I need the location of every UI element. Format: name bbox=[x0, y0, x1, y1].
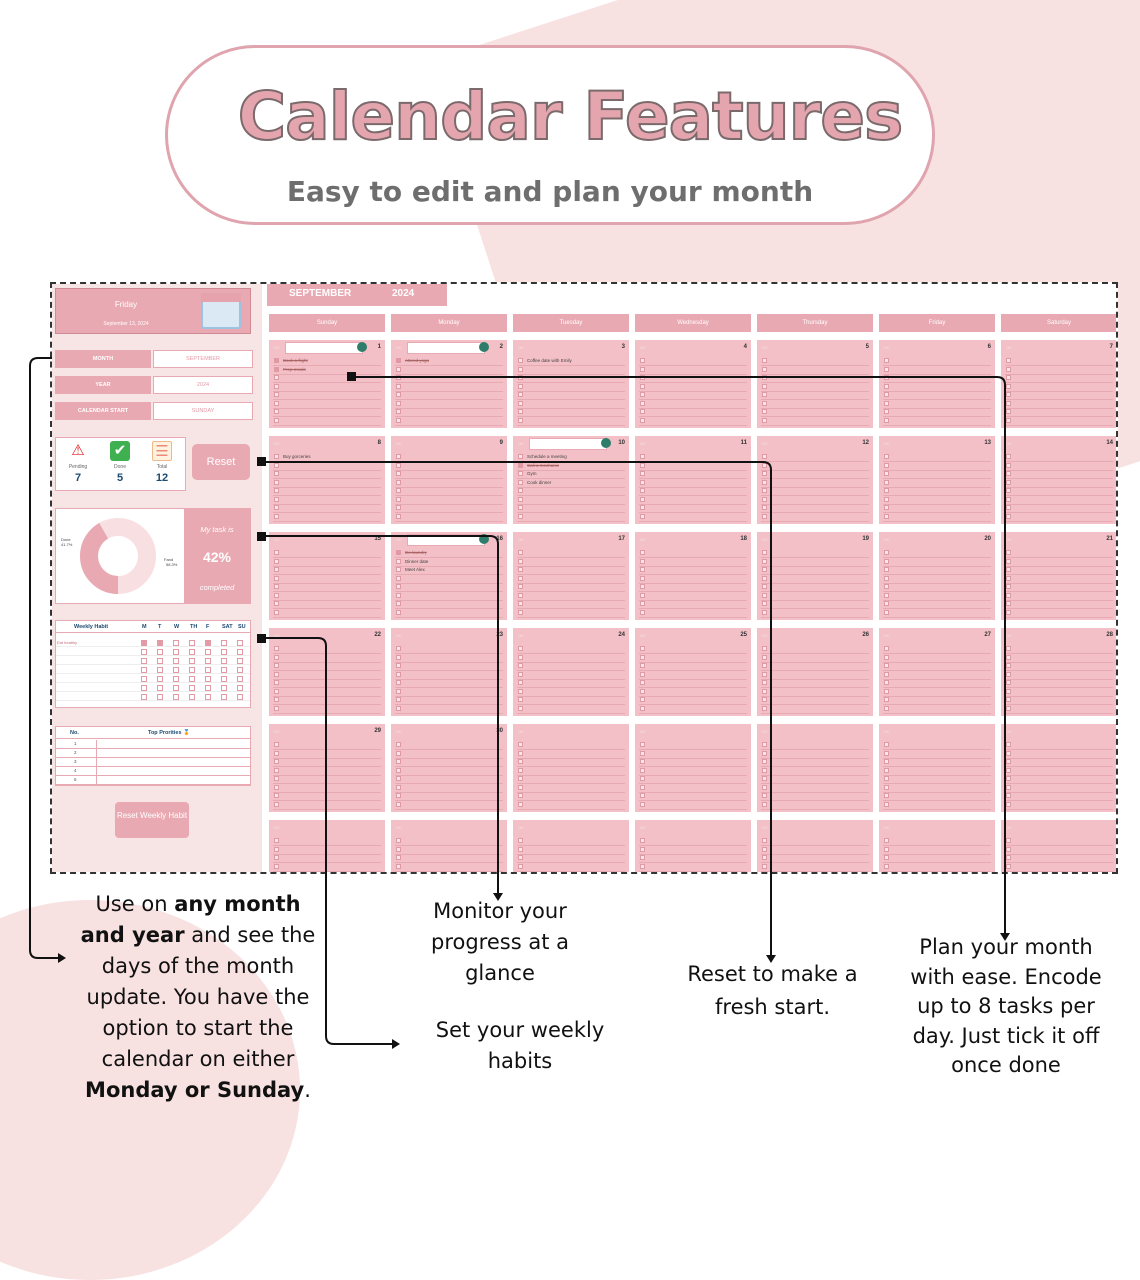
caption-reset: Reset to make a fresh start. bbox=[687, 962, 858, 1019]
day-cell-tag: OK bbox=[1006, 537, 1012, 542]
habit-day-f: F bbox=[206, 624, 210, 630]
day-number: 24 bbox=[618, 632, 625, 638]
day-number: 2 bbox=[499, 344, 503, 350]
calendar-start-select[interactable]: SUNDAY bbox=[153, 402, 253, 420]
page-title: Calendar Features bbox=[237, 78, 903, 155]
caption-any-month bbox=[78, 889, 318, 1106]
list-icon: ☰ bbox=[152, 441, 172, 461]
day-number: 21 bbox=[1106, 536, 1113, 542]
day-number: 20 bbox=[984, 536, 991, 542]
arrowhead-month-year bbox=[58, 953, 66, 963]
task-text: Call a mechanic bbox=[527, 462, 560, 468]
caption-habits: Set your weekly habits bbox=[435, 1018, 605, 1073]
day-cell-tag: OK bbox=[640, 441, 646, 446]
day-cell-tag: OK bbox=[884, 633, 890, 638]
priority-number: 5 bbox=[74, 777, 77, 782]
day-cell-tag: OK bbox=[274, 537, 280, 542]
day-cell-tag: OK bbox=[762, 345, 768, 350]
task-text: Prep meals bbox=[283, 366, 306, 372]
day-number: 13 bbox=[984, 440, 991, 446]
weekday-header-friday: Friday bbox=[879, 314, 995, 332]
day-cell-tag: OK bbox=[884, 825, 890, 830]
task-text: Dinner date bbox=[405, 558, 429, 564]
stat-pending-value: 7 bbox=[74, 472, 82, 484]
stat-total-label: Total bbox=[156, 464, 168, 470]
connector-marker-plan bbox=[347, 372, 356, 381]
day-number: 27 bbox=[984, 632, 991, 638]
day-cell-tag: OK bbox=[762, 441, 768, 446]
arrowhead-habits bbox=[392, 1039, 400, 1049]
priority-number: 4 bbox=[74, 768, 77, 773]
day-number: 17 bbox=[618, 536, 625, 542]
day-cell-tag: OK bbox=[274, 729, 280, 734]
day-cell-tag: OK bbox=[762, 825, 768, 830]
habit-name[interactable]: Eat healthy bbox=[57, 640, 78, 645]
connector-plan bbox=[352, 377, 1005, 933]
caption-any-month-p1: Use on bbox=[95, 892, 175, 916]
day-cell-tag: OK bbox=[762, 633, 768, 638]
donut-done-pct: 41.7% bbox=[61, 542, 73, 547]
priority-number: 3 bbox=[74, 759, 77, 764]
page-subtitle: Easy to edit and plan your month bbox=[286, 175, 814, 208]
progress-line2: completed bbox=[199, 583, 235, 592]
habit-day-t: T bbox=[158, 624, 162, 630]
day-cell-tag: OK bbox=[396, 345, 402, 350]
day-cell-tag: OK bbox=[518, 345, 524, 350]
day-number: 16 bbox=[496, 536, 503, 542]
weekly-habit-title: Weekly Habit bbox=[74, 624, 109, 630]
day-number: 8 bbox=[377, 440, 381, 446]
caption-progress: Monitor your progress at a glance bbox=[431, 899, 569, 985]
weekday-header-wednesday: Wednesday bbox=[635, 314, 751, 332]
weekday-header-sunday: Sunday bbox=[269, 314, 385, 332]
day-number: 18 bbox=[740, 536, 747, 542]
day-number: 9 bbox=[499, 440, 503, 446]
day-number: 3 bbox=[621, 344, 625, 350]
day-cell-tag: OK bbox=[518, 633, 524, 638]
task-text: Coffee date with Emily bbox=[527, 358, 572, 363]
day-number: 19 bbox=[862, 536, 869, 542]
day-cell-tag: OK bbox=[518, 537, 524, 542]
task-text: Gym bbox=[527, 471, 537, 476]
progress-percent: 42% bbox=[202, 549, 232, 565]
weekday-header-thursday: Thursday bbox=[757, 314, 873, 332]
day-number: 23 bbox=[496, 632, 503, 638]
date-card-full-date: September 13, 2024 bbox=[103, 321, 149, 327]
day-cell-tag: OK bbox=[640, 633, 646, 638]
habit-day-w: W bbox=[174, 624, 180, 630]
day-cell-tag: OK bbox=[1006, 633, 1012, 638]
day-cell-tag: OK bbox=[1006, 729, 1012, 734]
connector-month-year bbox=[30, 358, 58, 958]
connector-progress bbox=[262, 536, 498, 893]
day-cell-tag: OK bbox=[274, 633, 280, 638]
calendar-start-label: CALENDAR START bbox=[55, 402, 151, 420]
day-number: 6 bbox=[987, 344, 991, 350]
caption-any-month-p2: and see the days of the month update. You have the option to start the calendar on either bbox=[86, 923, 316, 1071]
day-cell-tag: OK bbox=[274, 825, 280, 830]
priority-number: 1 bbox=[74, 741, 77, 746]
checkmark-icon: ✔ bbox=[110, 441, 130, 461]
day-cell-tag: OK bbox=[396, 633, 402, 638]
day-number: 26 bbox=[862, 632, 869, 638]
day-number: 10 bbox=[618, 440, 625, 446]
habit-day-m: M bbox=[142, 624, 147, 630]
progress-line1: My task is bbox=[200, 525, 234, 534]
day-cell-tag: OK bbox=[640, 537, 646, 542]
day-cell-tag: OK bbox=[274, 345, 280, 350]
task-text: Meet Alex bbox=[405, 567, 425, 572]
day-number: 14 bbox=[1106, 440, 1113, 446]
day-number: 29 bbox=[374, 728, 381, 734]
day-cell-tag: OK bbox=[640, 729, 646, 734]
day-number: 15 bbox=[374, 536, 381, 542]
habit-day-su: SU bbox=[238, 624, 246, 630]
stat-done-value: 5 bbox=[116, 472, 124, 484]
reset-weekly-habit-button[interactable]: Reset Weekly Habit bbox=[115, 802, 189, 838]
caption-any-month-b2: Monday or Sunday bbox=[85, 1078, 305, 1102]
task-text: Attend yoga bbox=[405, 358, 430, 363]
weekday-header-tuesday: Tuesday bbox=[513, 314, 629, 332]
habit-day-sat: SAT bbox=[222, 624, 233, 630]
task-text: Cook dinner bbox=[527, 479, 552, 485]
day-cell-tag: OK bbox=[884, 441, 890, 446]
task-text: Do laundry bbox=[405, 550, 427, 555]
day-cell-tag: OK bbox=[396, 729, 402, 734]
day-number: 11 bbox=[740, 440, 747, 446]
connector-marker-reset bbox=[257, 457, 266, 466]
caption-plan: Plan your month with ease. Encode up to 8 tasks per day. Just tick it off once done bbox=[910, 935, 1102, 1077]
day-cell-tag: OK bbox=[1006, 825, 1012, 830]
reset-button[interactable]: Reset bbox=[192, 444, 250, 480]
stat-total-value: 12 bbox=[155, 472, 169, 484]
day-cell-tag: OK bbox=[884, 729, 890, 734]
day-cell-tag: OK bbox=[274, 441, 280, 446]
weekday-header-saturday: Saturday bbox=[1001, 314, 1117, 332]
day-cell-tag: OK bbox=[640, 825, 646, 830]
priority-number: 2 bbox=[74, 750, 77, 755]
weekday-header-monday: Monday bbox=[391, 314, 507, 332]
year-field-label: YEAR bbox=[55, 376, 151, 394]
connector-marker-progress bbox=[257, 532, 266, 541]
year-input[interactable]: 2024 bbox=[153, 376, 253, 394]
donut-fand-label: Fand bbox=[164, 557, 174, 562]
donut-done-label: Done bbox=[61, 537, 71, 542]
warning-icon: ⚠ bbox=[71, 442, 85, 459]
top-priorities-title: Top Prorities 🏅 bbox=[148, 730, 190, 736]
day-cell-tag: OK bbox=[518, 729, 524, 734]
day-cell-tag: OK bbox=[1006, 441, 1012, 446]
stat-done-label: Done bbox=[114, 464, 126, 470]
day-number: 7 bbox=[1109, 344, 1113, 350]
donut-fand-pct: 58.3% bbox=[166, 562, 178, 567]
top-priorities-no-label: No. bbox=[70, 730, 79, 736]
day-number: 30 bbox=[496, 728, 503, 734]
day-number: 25 bbox=[740, 632, 747, 638]
habit-day-th: TH bbox=[190, 624, 198, 630]
day-cell-tag: OK bbox=[884, 537, 890, 542]
day-cell-tag: OK bbox=[396, 537, 402, 542]
task-text: Book a flight bbox=[283, 358, 308, 363]
day-number: 4 bbox=[743, 344, 747, 350]
day-number: 5 bbox=[865, 344, 869, 350]
day-cell-tag: OK bbox=[884, 345, 890, 350]
day-cell-tag: OK bbox=[762, 729, 768, 734]
day-number: 1 bbox=[377, 344, 381, 350]
month-field-label: MONTH bbox=[55, 350, 151, 368]
calendar-month: SEPTEMBER bbox=[289, 288, 352, 299]
task-text: Schedule a meeting bbox=[527, 454, 567, 459]
day-cell-tag: OK bbox=[396, 441, 402, 446]
day-cell-tag: OK bbox=[518, 441, 524, 446]
day-cell-tag: OK bbox=[640, 345, 646, 350]
day-cell-tag: OK bbox=[396, 825, 402, 830]
day-number: 28 bbox=[1106, 632, 1113, 638]
date-card-day: Friday bbox=[114, 300, 138, 309]
caption-any-month-b1: any month and year bbox=[80, 892, 301, 947]
month-select[interactable]: SEPTEMBER bbox=[153, 350, 253, 368]
day-cell-tag: OK bbox=[518, 825, 524, 830]
task-text: Buy gorceries bbox=[283, 454, 311, 459]
day-number: 22 bbox=[374, 632, 381, 638]
day-cell-tag: OK bbox=[1006, 345, 1012, 350]
stat-pending-label: Pending bbox=[68, 464, 88, 470]
calendar-year: 2024 bbox=[392, 288, 415, 299]
caption-any-month-p3: . bbox=[304, 1078, 311, 1102]
connector-marker-habits bbox=[257, 634, 266, 643]
day-number: 12 bbox=[862, 440, 869, 446]
day-cell-tag: OK bbox=[762, 537, 768, 542]
